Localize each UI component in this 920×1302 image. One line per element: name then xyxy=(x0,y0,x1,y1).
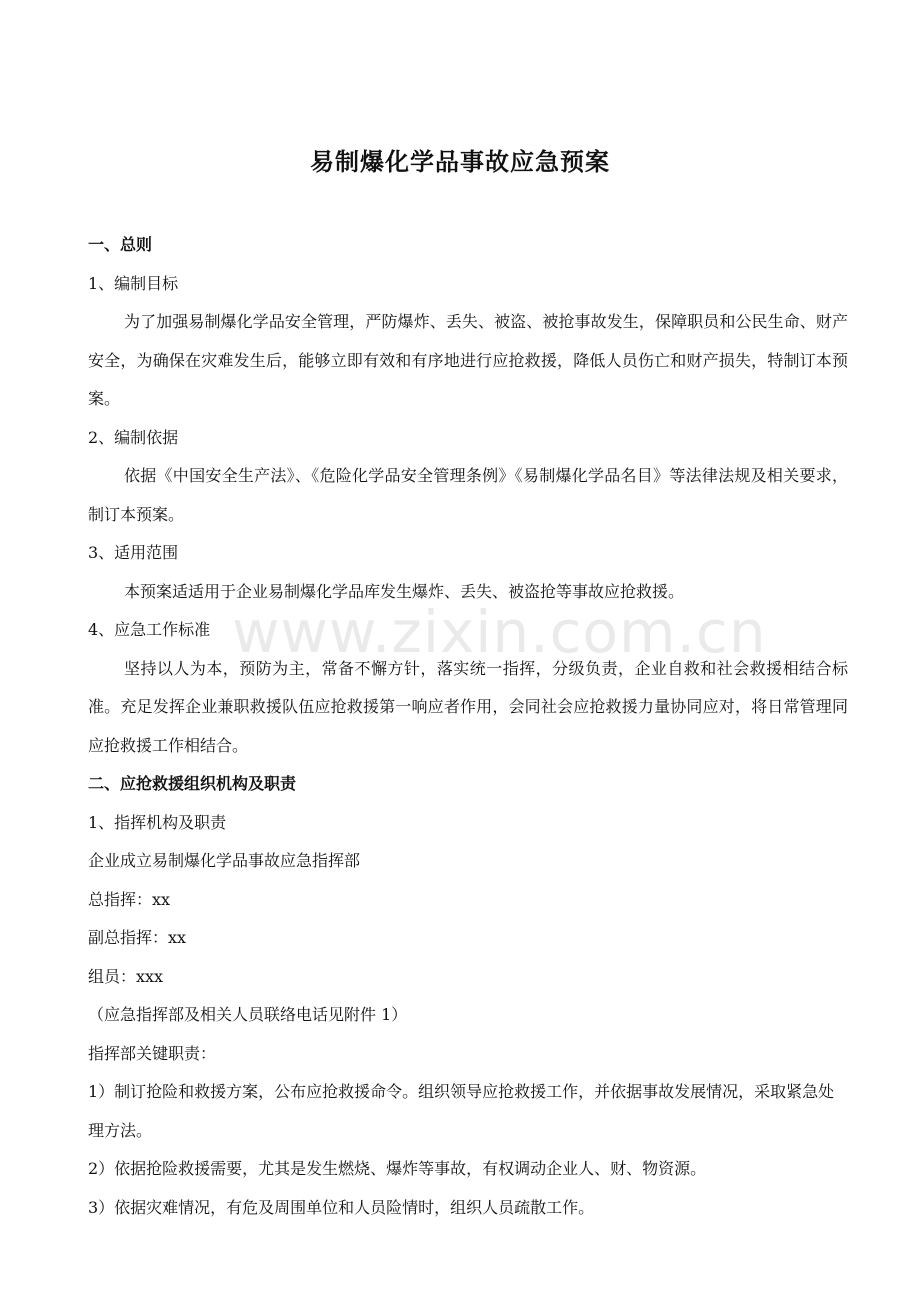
duty-item: 2）依据抢险救援需要，尤其是发生燃烧、爆炸等事故，有权调动企业人、财、物资源。 xyxy=(88,1159,707,1178)
section-heading-general: 一、总则 xyxy=(88,235,153,254)
paragraph-scope: 本预案适适用于企业易制爆化学品库发生爆炸、丢失、被盗抢等事故应抢救援。 xyxy=(124,581,685,601)
text-line: 指挥部关键职责： xyxy=(88,1043,217,1063)
paragraph-objective: 为了加强易制爆化学品安全管理，严防爆炸、丢失、被盗、被抢事故发生，保障职员和公民生命、财产安全，为确保在灾难发生后，能够立即有效和有序地进行应抢救援，降低人员伤亡和财产损失，特制订本预案。 xyxy=(88,312,848,408)
text-line: 组员：xxx xyxy=(88,966,164,986)
duty-item: 1）制订抢险和救援方案，公布应抢救援命令。组织领导应抢救援工作，并依据事故发展情况，采取紧急处理方法。 xyxy=(88,1082,835,1140)
duty-item: 3）依据灾难情况，有危及周围单位和人员险情时，组织人员疏散工作。 xyxy=(88,1197,595,1217)
document-body xyxy=(88,226,848,1227)
text-line: 企业成立易制爆化学品事故应急指挥部 xyxy=(88,851,361,870)
subheading-command: 1、指挥机构及职责 xyxy=(88,812,227,832)
subheading-principles: 4、应急工作标准 xyxy=(88,620,211,639)
paragraph-principles: 坚持以人为本，预防为主，常备不懈方针，落实统一指挥，分级负责，企业自救和社会救援相结合标准。充足发挥企业兼职救援队伍应抢救援第一响应者作用，会同社会应抢救援力量协同应对，将日常管理同应抢救援工作相结合。 xyxy=(88,658,848,755)
text-line: 总指挥：xx xyxy=(88,889,171,909)
section-heading-organization: 二、应抢救援组织机构及职责 xyxy=(88,774,297,793)
text-line: 副总指挥：xx xyxy=(88,928,187,947)
subheading-scope: 3、适用范围 xyxy=(88,543,179,562)
page-title: 易制爆化学品事故应急预案 xyxy=(310,148,610,176)
watermark: www.zixin.com.cn xyxy=(232,598,767,666)
text-line: （应急指挥部及相关人员联络电话见附件 1） xyxy=(88,1005,408,1024)
subheading-basis: 2、编制依据 xyxy=(88,427,179,447)
subheading-objective: 1、编制目标 xyxy=(88,273,179,293)
paragraph-basis: 依据《中国安全生产法》、《危险化学品安全管理条例》《易制爆化学品名目》等法律法规及相关要求，制订本预案。 xyxy=(88,466,848,524)
